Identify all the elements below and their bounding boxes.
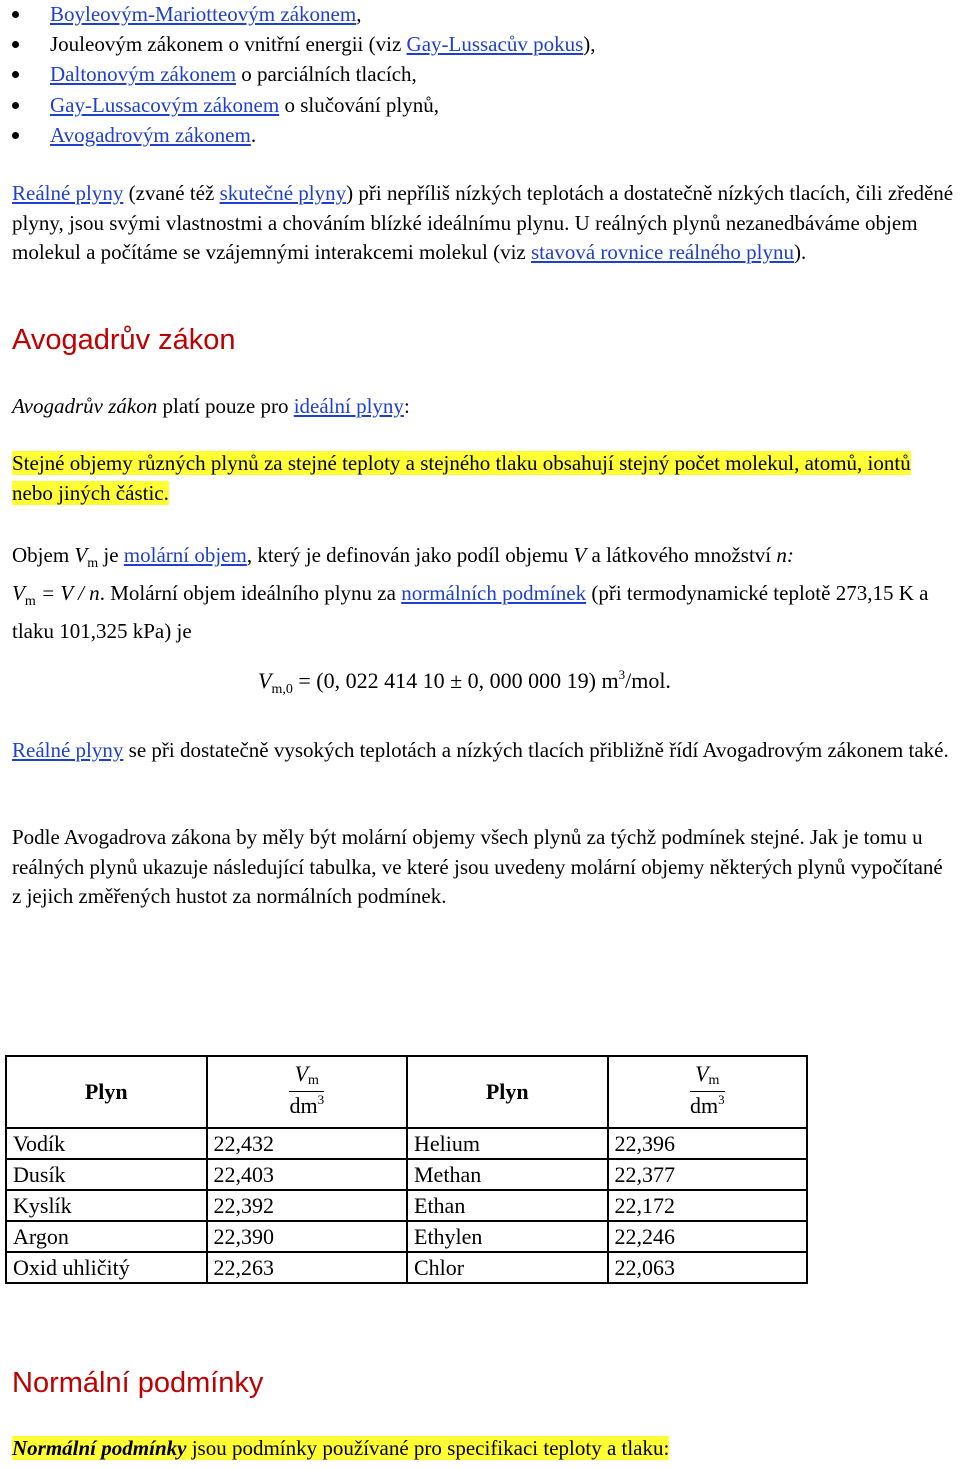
- table-cell: 22,432: [207, 1128, 408, 1159]
- link-normalni-podminky[interactable]: normálních podmínek: [401, 581, 587, 605]
- heading-normal-conditions: Normální podmínky: [12, 1367, 264, 1399]
- table-header-plyn-2: Plyn: [407, 1056, 608, 1128]
- table-cell: Ethylen: [407, 1221, 608, 1252]
- paragraph-normal-conditions: Normální podmínky jsou podmínky používané pro specifikaci teploty a tlaku:: [12, 1436, 670, 1460]
- link-idealni-plyny[interactable]: ideální plyny: [293, 394, 404, 418]
- table-header-plyn: Plyn: [6, 1056, 207, 1128]
- table-cell: 22,063: [608, 1252, 808, 1283]
- link-realne-plyny-2[interactable]: Reálné plyny: [12, 738, 124, 762]
- table-cell: 22,396: [608, 1128, 808, 1159]
- law-statement: Stejné objemy různých plynů za stejné teploty a stejného tlaku obsahují stejný počet molekul, atomů, iontů nebo jiných částic.: [12, 451, 911, 505]
- table-cell: Methan: [407, 1159, 608, 1190]
- paragraph-law-intro: Avogadrův zákon platí pouze pro ideální plyny:: [12, 394, 410, 418]
- formula-molar-volume: $V_{m,0} = (0$, 022 414 10 ± 0, 000 000 19) $m^3$/mol.: [258, 667, 671, 697]
- table-cell: 22,377: [608, 1159, 808, 1190]
- table-cell: Dusík: [6, 1159, 207, 1190]
- table-cell: 22,246: [608, 1221, 808, 1252]
- link-realne-plyny[interactable]: Reálné plyny: [12, 181, 124, 205]
- table-cell: Vodík: [6, 1128, 207, 1159]
- link-boyle-mariotte[interactable]: Boyleovým-Mariotteovým zákonem: [50, 2, 357, 26]
- molar-volume-table: [5, 1055, 808, 1284]
- heading-avogadro-law: Avogadrův zákon: [12, 324, 236, 356]
- table-row: [6, 1190, 807, 1221]
- table-header-row: [6, 1056, 807, 1128]
- table-header-vm: $\frac{Vm}{dm^3}$: [207, 1056, 408, 1128]
- bullet-icon: [12, 41, 19, 48]
- table-cell: 22,390: [207, 1221, 408, 1252]
- table-cell: 22,392: [207, 1190, 408, 1221]
- bullet-icon: [12, 11, 19, 18]
- paragraph-avogadro-table-intro: Podle Avogadrova zákona by měly být molární objemy všech plynů za týchž podmínek stejné. Jak je tomu u reálných plynů ukazuje následující tabulka, ve které jsou uvedeny molární objemy některých plynů vypočítané z jejich změřených hustot za normálních podmínek.: [12, 825, 943, 908]
- bullet-icon: [12, 102, 19, 109]
- link-skutecne-plyny[interactable]: skutečné plyny: [219, 181, 347, 205]
- paragraph-real-gases: Reálné plyny (zvané též skutečné plyny) při nepříliš nízkých teplotách a dostatečně nízkých tlacích, čili zředěné plyny, jsou svými vlastnostmi a chováním blízké ideálnímu plynu. U reálných plynů nezanedbáváme objem molekul a počítáme se vzájemnými interakcemi molekul (viz stavová rovnice reálného plynu).: [12, 181, 954, 264]
- link-avogadro[interactable]: Avogadrovým zákonem: [50, 123, 251, 147]
- table-cell: Oxid uhličitý: [6, 1252, 207, 1283]
- table-row: [6, 1252, 807, 1283]
- table-cell: Kyslík: [6, 1190, 207, 1221]
- bullet-icon: [12, 71, 19, 78]
- link-dalton[interactable]: Daltonovým zákonem: [50, 62, 237, 86]
- table-row: [6, 1221, 807, 1252]
- link-gay-lussac-pokus[interactable]: Gay-Lussacův pokus: [406, 32, 584, 56]
- bullet-icon: [12, 132, 19, 139]
- table-cell: Argon: [6, 1221, 207, 1252]
- table-cell: Ethan: [407, 1190, 608, 1221]
- table-row: [6, 1128, 807, 1159]
- table-cell: 22,172: [608, 1190, 808, 1221]
- link-gay-lussac-zakon[interactable]: Gay-Lussacovým zákonem: [50, 93, 280, 117]
- table-cell: 22,263: [207, 1252, 408, 1283]
- table-cell: Chlor: [407, 1252, 608, 1283]
- link-molarni-objem[interactable]: molární objem: [123, 543, 247, 567]
- table-header-vm-2: $\frac{Vm}{dm^3}$: [608, 1056, 808, 1128]
- paragraph-molar-volume: Objem $V_m$ je molární objem, který je definován jako podíl objemu V a látkového množství n: $V_m = V / n$. Molární objem ideálního plynu za normálních podmínek (při termodynamické teplotě 273,15 K a tlaku 101,325 kPa) je: [12, 543, 929, 643]
- paragraph-real-avogadro: Reálné plyny se při dostatečně vysokých teplotách a nízkých tlacích přibližně řídí Avogadrovým zákonem také.: [12, 738, 949, 762]
- table-cell: Helium: [407, 1128, 608, 1159]
- table-cell: 22,403: [207, 1159, 408, 1190]
- table-row: [6, 1159, 807, 1190]
- link-stavova-rovnice[interactable]: stavová rovnice reálného plynu: [531, 240, 794, 264]
